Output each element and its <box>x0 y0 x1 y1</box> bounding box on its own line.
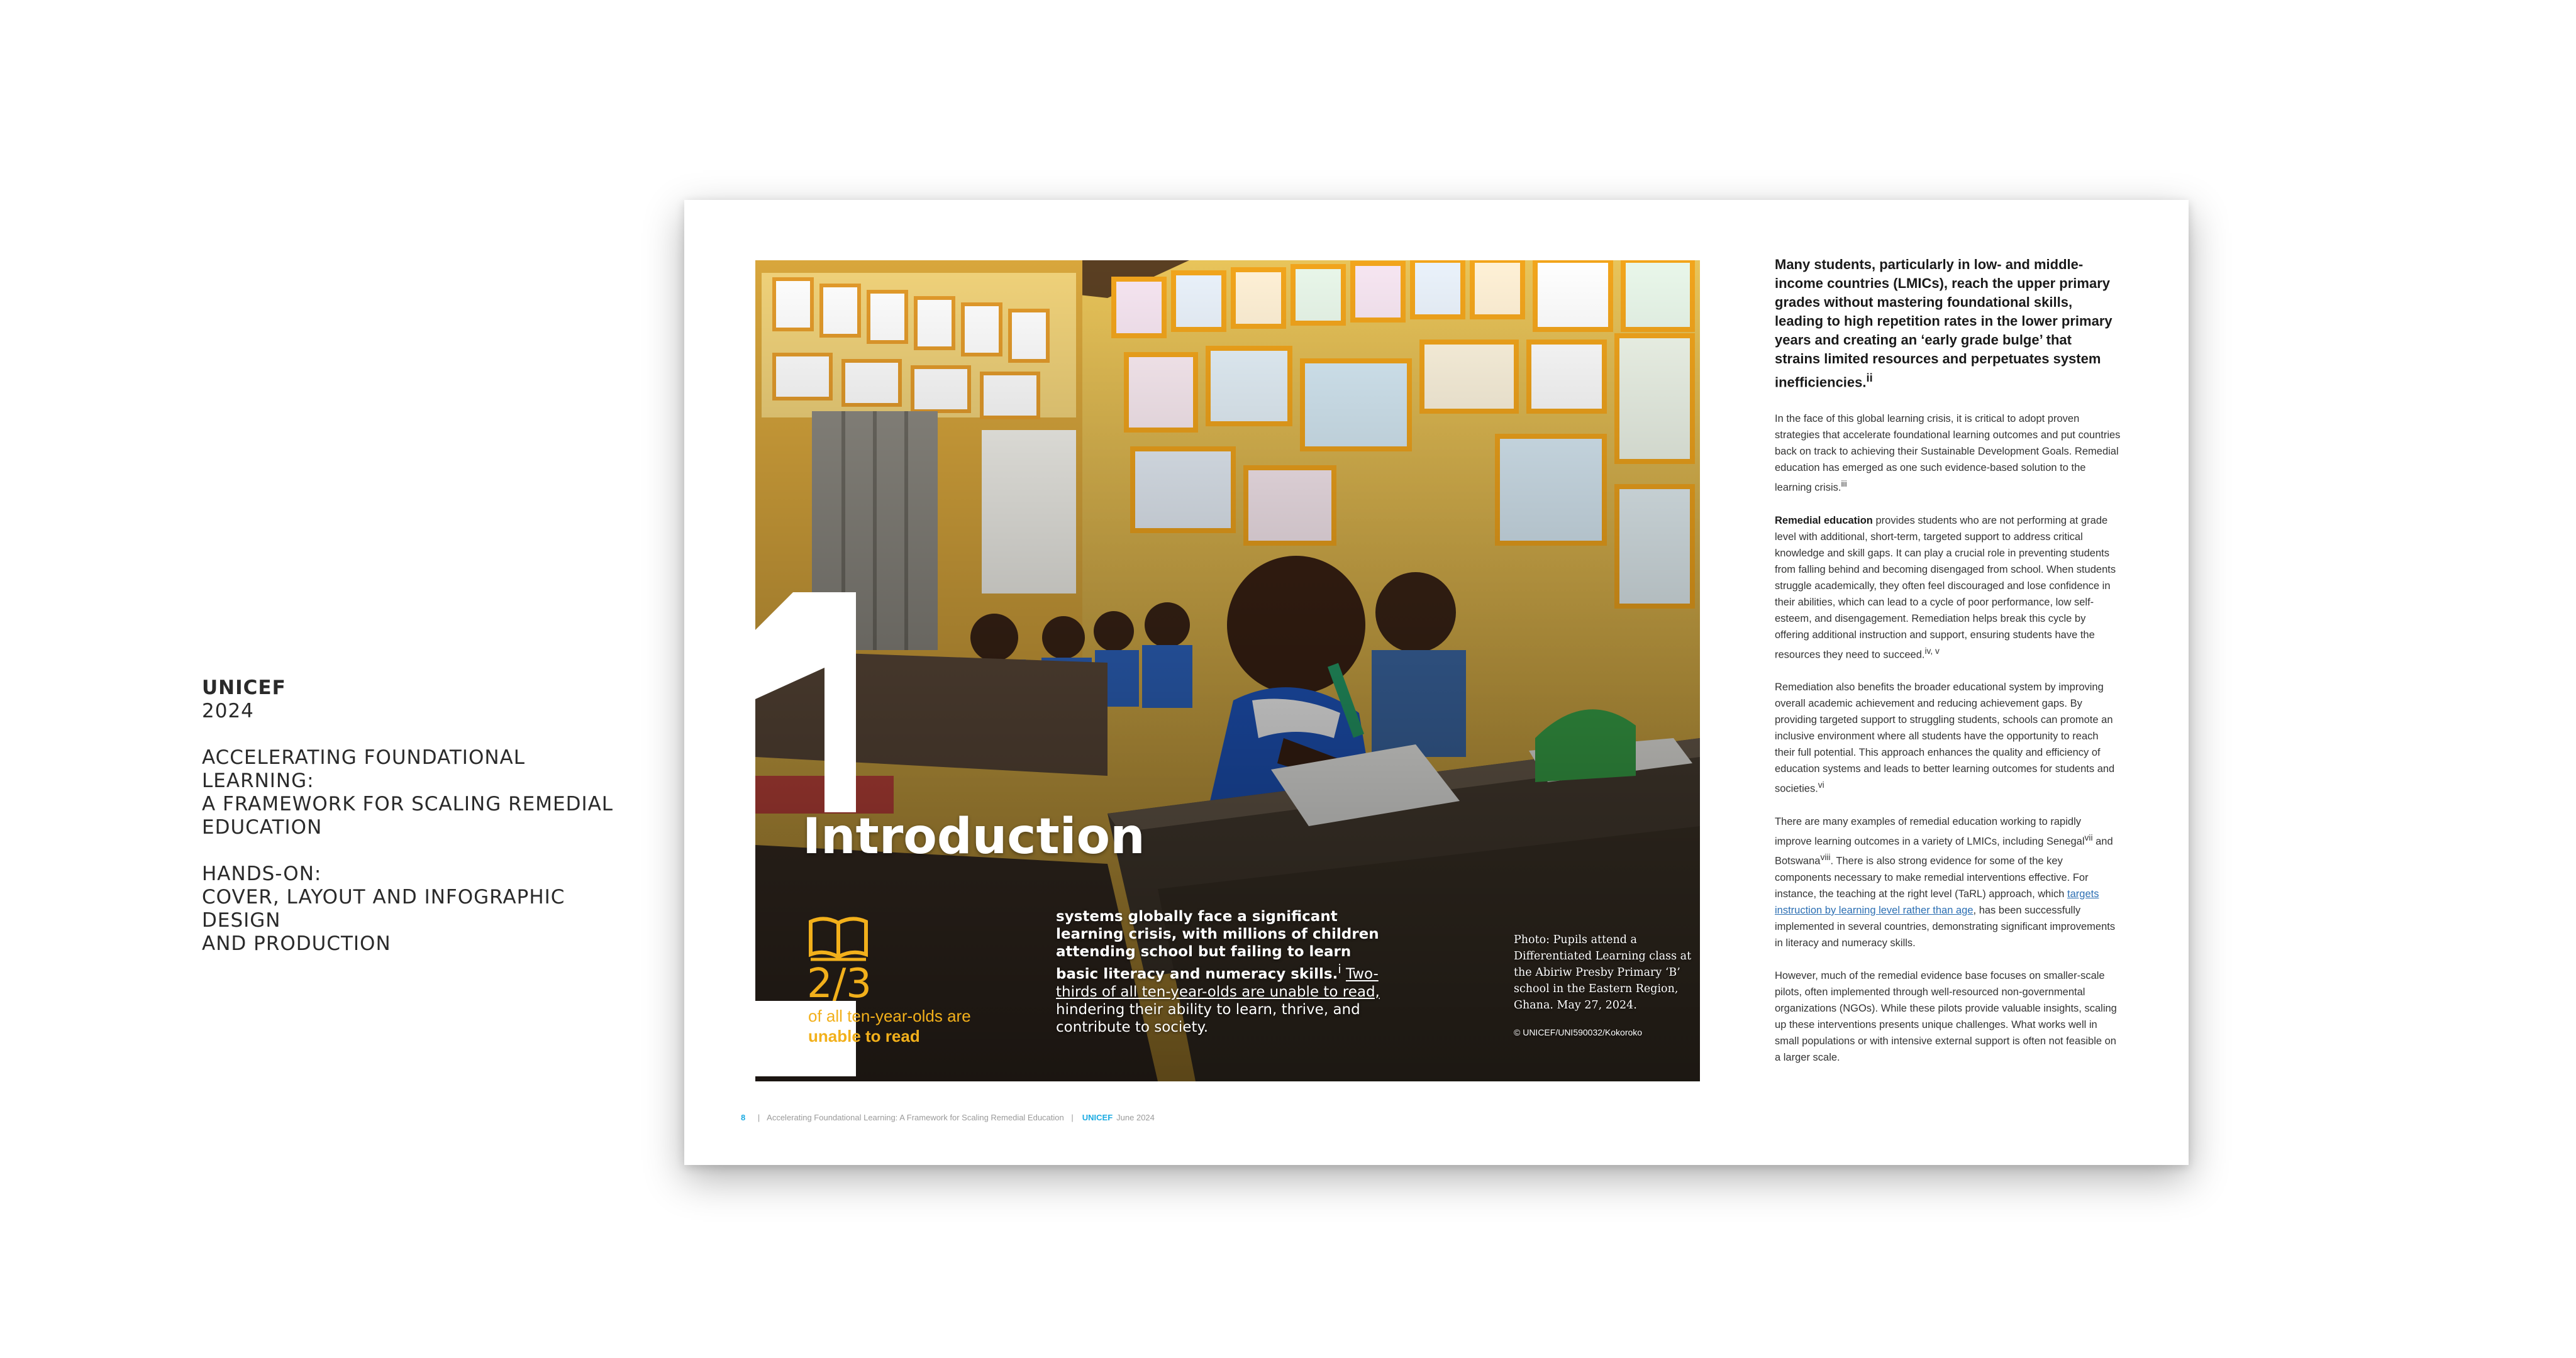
caption-role-line: AND PRODUCTION <box>202 932 391 955</box>
page-number: 8 <box>741 1113 746 1122</box>
caption-role-line: COVER, LAYOUT AND INFOGRAPHIC DESIGN <box>202 886 565 932</box>
caption-year: 2024 <box>202 700 254 722</box>
photo-credit: © UNICEF/UNI590032/Kokoroko <box>1514 1027 1643 1037</box>
stat-text-bold: unable to read <box>808 1027 920 1046</box>
footnote-ref: vii <box>2084 832 2093 842</box>
paragraph-text: provides students who are not performing at grade level with additional, short-term, targeted support to address critical knowledge and skill gaps. It can play a crucial role in preventing students from falling behind and becoming disengaged from school. When students struggle academically, they often feel discouraged and lose confidence in their abilities, which can lead to a cycle of poor performance, low self-esteem, and disengagement. Remediation helps break this cycle by offering additional instruction and support, ensuring students have the resources they need to succeed. <box>1775 514 2116 661</box>
stat-text <box>808 1006 1009 1046</box>
photo-lead-bold: systems globally face a significant learning crisis, with millions of children attending school but failing to learn basic literacy and numeracy skills. <box>1056 908 1379 983</box>
footnote-ref: ii <box>1866 371 1873 384</box>
paragraph <box>1775 814 2121 951</box>
footnote-ref: iv, v <box>1924 646 1940 656</box>
photo-caption: Photo: Pupils attend a Differentiated Learning class at the Abiriw Presby Primary ‘B’ school in the Eastern Region, Ghana. May 27, 2024. <box>1514 934 1692 1012</box>
footnote-ref: viii <box>1820 853 1831 863</box>
document-spread <box>684 200 2189 1165</box>
paragraph-text: , has been successfully implemented in several countries, demonstrating significant improvements in literacy and numeracy skills. <box>1775 904 2116 949</box>
paragraph-text: and Botswana <box>1775 836 2113 867</box>
footer-title: Accelerating Foundational Learning: A Framework for Scaling Remedial Education <box>767 1113 1064 1122</box>
caption-title-line: ACCELERATING FOUNDATIONAL LEARNING: <box>202 746 526 792</box>
photo-lead-text <box>1056 908 1383 1036</box>
page-footer <box>741 1113 1155 1122</box>
paragraph <box>1775 512 2121 663</box>
paragraph-text: In the face of this global learning crisis, it is critical to adopt proven strategies that accelerate foundational learning outcomes and put countries back on track to achieving their Sustainable Development Goals. Remedial education has emerged as one such evidence-based solution to the learning crisis. <box>1775 413 2121 494</box>
caption-title-line: EDUCATION <box>202 816 323 839</box>
caption-title-line: A FRAMEWORK FOR SCALING REMEDIAL <box>202 793 614 815</box>
chapter-title: Introduction <box>802 809 1145 865</box>
paragraph-text: . There is also strong evidence for some of the key components necessary to make remedial interventions effective. For instance, the teaching at the right level (TaRL) approach, which <box>1775 855 2089 900</box>
paragraph-text: However, much of the remedial evidence base focuses on smaller-scale pilots, often implemented through well-resourced non-governmental organizations (NGOs). While these pilots provide valuable insights, scaling up these interventions presents unique challenges. What works well in small populations or with intensive external support is often not feasible on a larger scale. <box>1775 969 2117 1063</box>
photo-lead-link[interactable]: Two-thirds of all ten-year-olds are unable to read, <box>1056 966 1380 1000</box>
footer-divider: | <box>1071 1113 1074 1122</box>
paragraph-text: There are many examples of remedial education working to rapidly improve learning outcomes in a variety of LMICs, including Senegal <box>1775 815 2085 847</box>
unicef-brand: UNICEF <box>1082 1113 1113 1122</box>
footer-date: June 2024 <box>1116 1113 1155 1122</box>
paragraph-text: Remediation also benefits the broader educational system by improving overall academic achievement and reducing achievement gaps. By providing targeted support to struggling students, schools can promote an inclusive environment where all students have the opportunity to reach their full potential. This approach enhances the quality and efficiency of education systems and leads to better learning outcomes for students and societies. <box>1775 682 2115 795</box>
footnote-ref: vi <box>1818 780 1824 790</box>
caption-org: UNICEF <box>202 676 286 699</box>
stat-value: 2/3 <box>807 961 872 1007</box>
footer-divider: | <box>757 1113 760 1122</box>
lead-paragraph <box>1775 255 2121 392</box>
lead-text: Many students, particularly in low- and middle-income countries (LMICs), reach the upper primary grades without mastering foundational skills, leading to high repetition rates in the lower primary years and creating an ‘early grade bulge’ that strains limited resources and perpetuates system inefficiencies. <box>1775 257 2112 390</box>
body-text-column <box>1775 255 2121 1082</box>
photo-lead-rest: hindering their ability to learn, thrive, and contribute to society. <box>1056 1001 1360 1035</box>
footnote-ref: iii <box>1841 479 1847 489</box>
caption-role-line: HANDS-ON: <box>202 863 322 885</box>
stat-text-prefix: of all ten-year-olds are <box>808 1007 971 1025</box>
classroom-photo <box>755 260 1700 1081</box>
term-bold: Remedial education <box>1775 514 1873 526</box>
footnote-ref: i <box>1338 962 1341 976</box>
inline-link[interactable]: targets instruction by learning level rather than age <box>1775 888 2099 916</box>
paragraph <box>1775 679 2121 797</box>
project-caption <box>202 676 642 956</box>
open-book-icon <box>808 915 869 962</box>
paragraph <box>1775 411 2121 496</box>
paragraph <box>1775 968 2121 1066</box>
